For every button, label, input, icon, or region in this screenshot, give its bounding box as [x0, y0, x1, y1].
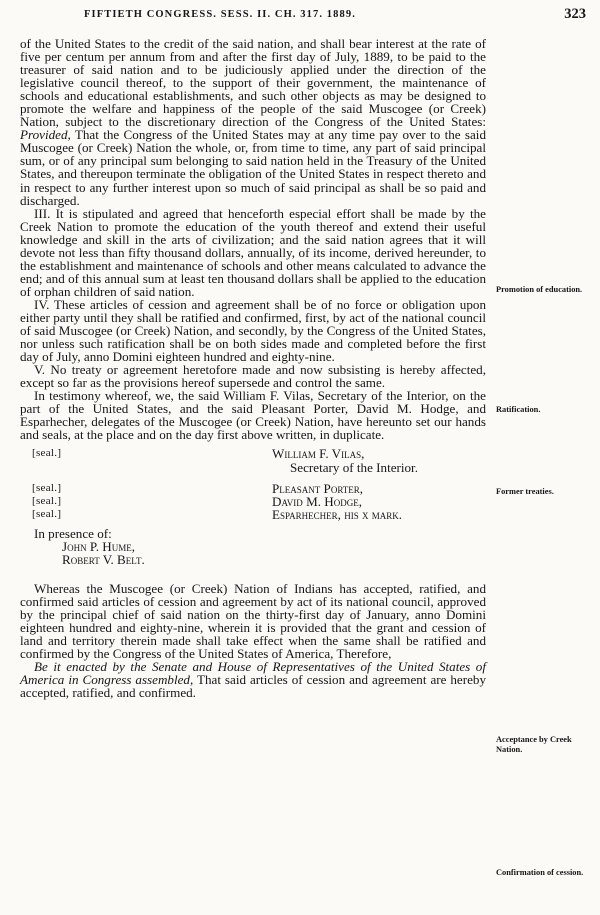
- witness-hume: John P. Hume,: [62, 538, 135, 554]
- running-head: FIFTIETH CONGRESS. SESS. II. CH. 317. 1889.: [84, 9, 356, 20]
- article-iv: IV. These articles of cession and agreement shall be of no force or obligation upon either party until they shall be ratified and confirmed, first, by act of the national council of said Muscogee (or Creek) Nation, and secondly, by the Congress of the United States, nor unless such ratification shall be on both sides made and completed before the first day of July, anno Domini eighteen hundred and eighty-nine.: [20, 296, 486, 365]
- paragraph-text: That the Congress of the United States may at any time pay over to the said Muscogee (or Creek) Nation the whole, or, from time to time, any part of said principal sum, or of any principal sum belonging to said nation held in the Treasury of the United States, and thereupon terminate the obligation of the United States in respect thereto and in respect to any further interest upon so much of said principal as shall be so paid and discharged.: [20, 127, 486, 208]
- signature-block: [20, 447, 486, 520]
- witness-label: In presence of:: [34, 525, 112, 541]
- whereas-clause: Whereas the Muscogee (or Creek) Nation of Indians has accepted, ratified, and confirmed said articles of cession and agreement by act of its national council, approved by the principal chief of said nation on the thirty-first day of January, anno Domini eighteen hundred and eighty-nine, wherein it is provided that the grant and cession of land and territory therein made shall take effect when the same shall be ratified and confirmed by the Congress of the United States of America, Therefore,: [20, 581, 486, 662]
- article-iii: III. It is stipulated and agreed that henceforth especial effort shall be made by the Creek Nation to promote the education of the youth thereof and extend their useful knowledge and skill in the arts of civilization; and the said nation agrees that it will devote not less than fifty thousand dollars, annually, of its income, derived hereunder, to the establishment and maintenance of schools and other means calculated to advance the end; and of this annual sum at least ten thousand dollars shall be applied to the education of orphan children of said nation.: [20, 205, 486, 299]
- signature-esparhecher: Esparhecher, his x mark.: [272, 506, 403, 522]
- signature-vilas-title: Secretary of the Interior.: [290, 459, 418, 475]
- witness-block: [20, 527, 486, 566]
- signature-porter: Pleasant Porter,: [272, 480, 364, 496]
- margin-note-former-treaties: Former treaties.: [496, 487, 554, 496]
- seal-mark: [seal.]: [32, 494, 62, 507]
- article-v: V. No treaty or agreement heretofore made and now subsisting is hereby affected, except so far as the provisions hereof supersede and control the same.: [20, 362, 486, 391]
- seal-mark: [seal.]: [32, 447, 62, 460]
- paragraph-text: of the United States to the credit of the said nation, and shall bear interest at the rate of five per centum per annum from and after the first day of July, 1889, to be paid to the treasurer of said nation and to be judiciously applied under the direction of the legislative council thereof, to the support of their government, the maintenance of schools and educational establishments, and such other objects as may be designed to promote the welfare and happiness of the people of the said Muscogee (or Creek) Nation, subject to the discretionary direction of the Congress of the United States:: [20, 36, 486, 130]
- margin-note-education: Promotion of education.: [496, 285, 583, 294]
- margin-note-ratification: Ratification.: [496, 405, 541, 414]
- signature-vilas: William F. Vilas,: [272, 446, 365, 462]
- signature-hodge: David M. Hodge,: [272, 493, 362, 509]
- statute-body: [20, 37, 486, 699]
- page-header: [0, 6, 600, 24]
- enacting-formula: Be it enacted by the Senate and House of Representatives of the United States of America in Congress assembled,: [20, 659, 486, 688]
- witness-belt: Robert V. Belt.: [62, 552, 145, 568]
- margin-note-acceptance: Acceptance by Creek Nation.: [496, 735, 572, 754]
- margin-note-confirmation: Confirmation of cession.: [496, 868, 584, 877]
- seal-mark: [seal.]: [32, 507, 62, 520]
- enacting-clause: [20, 660, 486, 699]
- enacting-text: That said articles of cession and agreement are hereby accepted, ratified, and confirmed.: [20, 672, 487, 701]
- paragraph-continuation: [20, 37, 486, 207]
- proviso-word: Provided,: [20, 127, 71, 143]
- testimony-clause: In testimony whereof, we, the said William F. Vilas, Secretary of the Interior, on the part of the United States, and the said Pleasant Porter, David M. Hodge, and Esparhecher, delegates of the Muscogee (or Creek) Nation, have hereunto set our hands and seals, at the place and on the day first above written, in duplicate.: [20, 388, 486, 443]
- page-number: 323: [564, 6, 586, 22]
- seal-mark: [seal.]: [32, 481, 62, 494]
